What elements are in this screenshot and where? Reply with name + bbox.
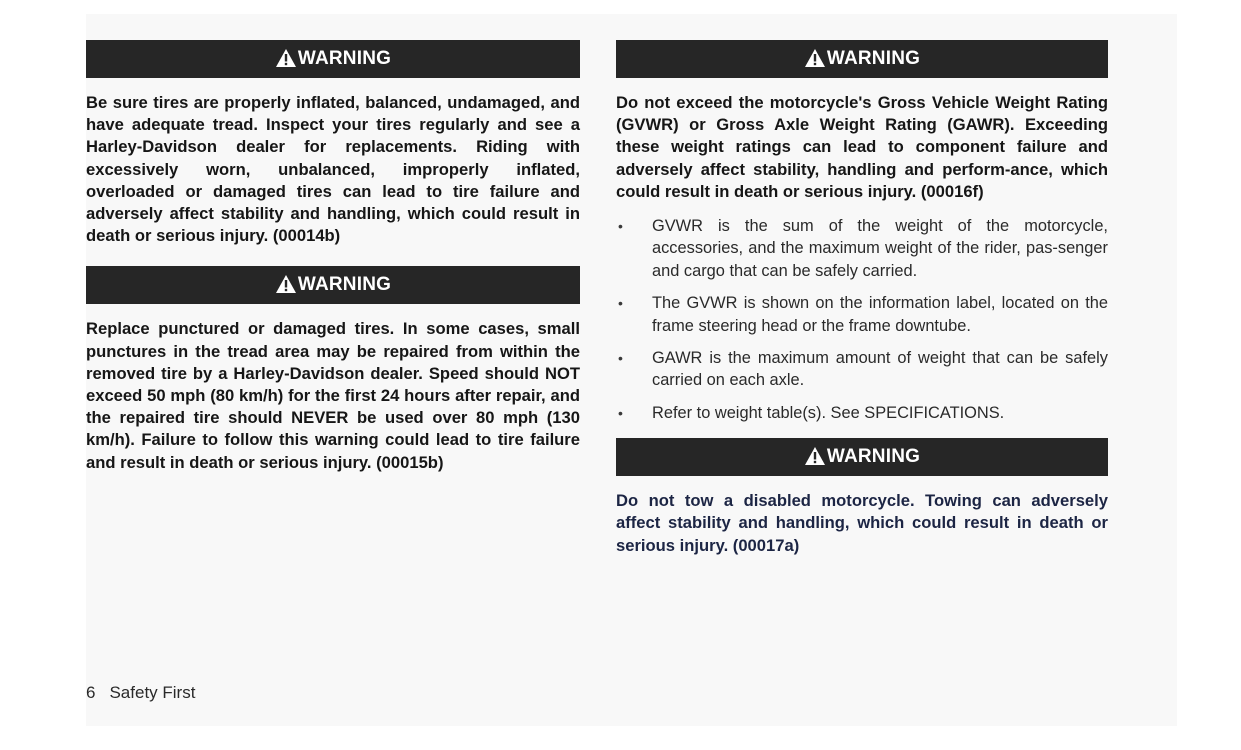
list-item (616, 402, 1108, 424)
page-footer (86, 683, 195, 703)
warning-triangle-icon (275, 274, 297, 294)
page-number: 6 (86, 683, 96, 702)
warning-banner (86, 40, 580, 78)
bullet-text: GAWR is the maximum amount of weight that can be safely carried on each axle. (652, 349, 1108, 390)
tire-inflation-warning-text: Be sure tires are properly inflated, balanced, undamaged, and have adequate tread. Inspect your tires regularly and see a Harley-Davidson dealer for replacements. Riding with excessively worn, unbalanced, improperly inflated, overloaded or damaged tires can lead to tire failure and adversely affect stability and handling, which could result in death or serious injury. (00014b) (86, 93, 580, 246)
bullet-icon: • (618, 295, 623, 312)
bullet-text: GVWR is the sum of the weight of the motorcycle, accessories, and the maximum weight of the rider, pas-senger and cargo that can be safely carried. (652, 217, 1108, 280)
warning-title: WARNING (826, 446, 921, 468)
right-column (616, 40, 1108, 557)
warning-banner (86, 266, 580, 304)
weight-rating-warning-text: Do not exceed the motorcycle's Gross Vehicle Weight Rating (GVWR) or Gross Axle Weight Rating (GAWR). Exceeding these weight ratings can lead to component failure and adversely affect stability, handling and perform-ance, which could result in death or serious injury. (00016f) (616, 93, 1108, 201)
bullet-text: Refer to weight table(s). See SPECIFICATIONS. (652, 403, 1005, 422)
warning-triangle-icon (275, 48, 297, 68)
punctured-tire-warning-text: Replace punctured or damaged tires. In some cases, small punctures in the tread area may be repaired from within the removed tire by a Harley-Davidson dealer. Speed should NOT exceed 50 mph (80 km/h) for the first 24 hours after repair, and the repaired tire should NEVER be used over 80 mph (130 km/h). Failure to follow this warning could lead to tire failure and result in death or serious injury. (00015b) (86, 319, 580, 472)
bullet-icon: • (618, 350, 623, 367)
warning-title: WARNING (826, 48, 921, 69)
warning-banner (616, 40, 1108, 78)
bullet-icon: • (618, 218, 623, 235)
list-item (616, 215, 1108, 282)
warning-title: WARNING (297, 48, 392, 69)
bullet-icon: • (618, 404, 623, 421)
section-name: Safety First (109, 683, 196, 702)
towing-warning-text: Do not tow a disabled motorcycle. Towing can adversely affect stability and handling, which could result in death or serious injury. (00017a) (616, 491, 1108, 555)
weight-rating-bullet-list (616, 215, 1108, 424)
warning-banner (616, 438, 1108, 476)
warning-title: WARNING (297, 274, 392, 296)
list-item (616, 347, 1108, 392)
warning-triangle-icon (804, 48, 826, 68)
left-column (86, 40, 580, 474)
warning-triangle-icon (804, 446, 826, 466)
bullet-text: The GVWR is shown on the information label, located on the frame steering head or the frame downtube. (652, 294, 1108, 335)
list-item (616, 292, 1108, 337)
